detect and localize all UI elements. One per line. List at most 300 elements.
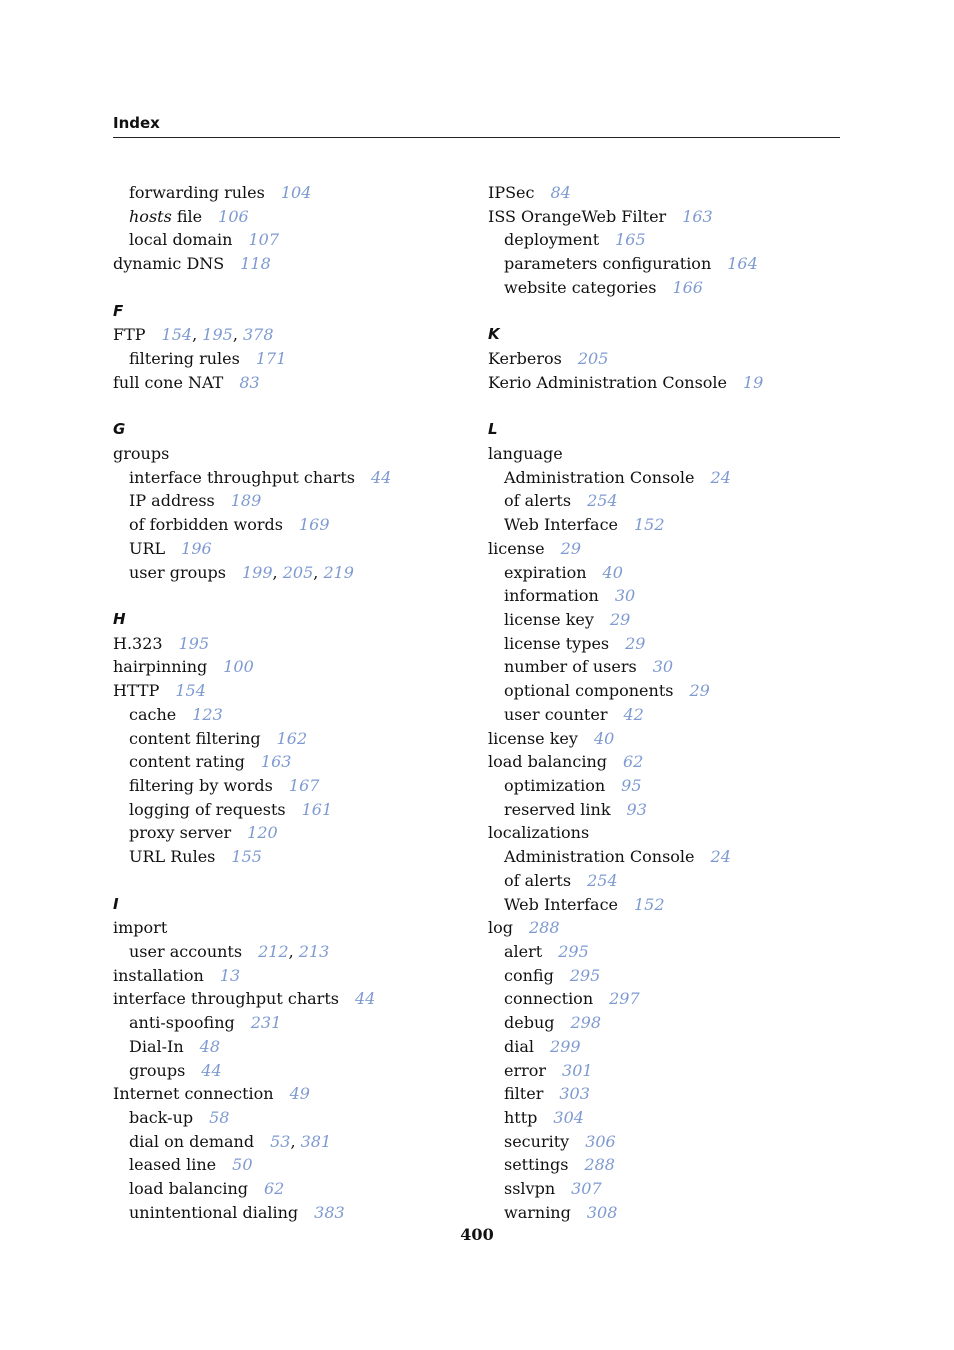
index-subentry [113,1106,453,1130]
page-link[interactable]: 42 [623,704,644,724]
index-subentry [488,513,848,537]
index-subentry [488,1011,848,1035]
page-link[interactable]: 83 [239,372,260,392]
index-spacer [113,584,453,608]
index-term: parameters configuration [504,254,712,274]
index-entry [113,1082,453,1106]
index-page-refs [355,989,375,1008]
index-term: log [488,918,513,938]
index-subentry [113,1153,453,1177]
index-page-refs [231,847,262,866]
index-term: license key [488,728,578,748]
index-term: forwarding rules [129,183,265,202]
index-page-refs [277,729,308,748]
index-page-refs [653,657,673,676]
index-subentry [113,466,453,490]
index-page-refs [220,966,240,985]
index-section-letter: G [113,420,126,439]
page-link[interactable]: 29 [689,681,710,701]
index-term: dynamic DNS [113,254,225,274]
page-link[interactable]: 213 [298,942,330,961]
page-link[interactable]: 120 [247,823,278,843]
index-term: sslvpn [504,1179,556,1199]
page-link[interactable]: 171 [255,349,287,369]
index-entry [488,205,848,229]
page-link[interactable]: 44 [354,989,376,1009]
page-separator: , [290,1131,301,1151]
index-subentry [488,964,848,988]
index-term: license types [504,633,610,653]
index-page-refs [711,847,731,866]
index-page-refs [558,942,589,961]
index-page-refs [603,563,623,582]
index-page-refs [251,1013,282,1032]
index-subentry [113,347,453,371]
index-page-refs [247,823,278,842]
index-page-refs [239,373,259,392]
page-link[interactable]: 24 [710,847,731,867]
index-term: Administration Console [504,467,695,487]
page-link[interactable]: 40 [602,562,623,582]
page-link[interactable]: 58 [209,1108,230,1128]
index-entry [113,964,453,988]
page-link[interactable]: 62 [622,752,644,772]
index-page-refs [240,254,271,273]
page-link[interactable]: 154 [161,325,193,345]
index-page-refs [242,563,354,582]
index-term: security [504,1131,570,1151]
index-subentry [488,1130,848,1154]
index-subentry [488,228,848,252]
index-page-refs [200,1037,220,1056]
index-column-right [488,181,848,1225]
index-entry [113,252,453,276]
index-subentry [488,1201,848,1225]
index-section-letter: F [113,301,124,320]
index-entry [488,750,848,774]
page-link[interactable]: 297 [609,989,640,1009]
index-page-refs [218,207,249,226]
page-separator: , [288,942,299,961]
index-page-refs [261,752,292,771]
index-subentry [113,1035,453,1059]
index-page-refs [281,183,312,202]
index-page-refs [627,800,647,819]
index-term: warning [504,1202,571,1222]
index-term: interface throughput charts [113,989,339,1009]
index-term: license [488,538,545,558]
page-link[interactable]: 195 [178,633,210,653]
index-page-refs [314,1203,345,1222]
index-term: settings [504,1155,569,1175]
page-link[interactable]: 189 [230,491,262,511]
page-link[interactable]: 104 [280,183,312,202]
index-subentry [113,513,453,537]
index-subentry [113,561,453,585]
index-page-refs [175,681,206,700]
index-page-refs [743,373,763,392]
index-term: URL [129,538,166,558]
index-term: Administration Console [504,847,695,867]
index-page-refs [587,871,618,890]
index-subentry [488,893,848,917]
index-subentry [488,276,848,300]
index-term: dial on demand [129,1131,255,1151]
index-subentry [113,1059,453,1083]
index-subentry [113,940,453,964]
index-term: cache [129,704,177,724]
page-separator: , [232,325,243,345]
index-term: optional components [504,681,674,701]
index-page-refs [192,705,223,724]
page-link[interactable]: 303 [559,1084,590,1104]
page-link[interactable]: 24 [710,467,731,487]
index-term: user groups [129,562,226,582]
index-page-refs [578,349,609,368]
index-entry [488,727,848,751]
index-term: of alerts [504,870,572,890]
page-link[interactable]: 152 [634,515,665,535]
index-term: ISS OrangeWeb Filter [488,206,667,226]
index-subentry [488,655,848,679]
page-link[interactable]: 301 [562,1060,593,1080]
index-term: logging of requests [129,799,286,819]
index-page-refs [553,1108,584,1127]
page-link[interactable]: 162 [276,728,308,748]
page-link[interactable]: 196 [181,538,212,558]
index-term: reserved link [504,799,611,819]
index-term: error [504,1060,547,1080]
page-link[interactable]: 62 [263,1179,285,1199]
page-link[interactable]: 48 [199,1036,220,1056]
index-page-refs [258,942,329,961]
index-page-refs [634,895,665,914]
index-page-refs [550,183,570,202]
page-link[interactable]: 304 [553,1108,584,1128]
page-link[interactable]: 100 [223,657,254,677]
page-separator: , [313,562,324,582]
index-subentry [488,1106,848,1130]
index-subentry [488,774,848,798]
index-term: local domain [129,230,233,250]
page-link[interactable]: 163 [260,752,292,772]
index-spacer [488,300,848,324]
index-term: number of users [504,657,637,677]
index-term: filter [504,1084,544,1104]
index-page-refs [594,729,614,748]
index-entry [488,916,848,940]
index-subentry [113,821,453,845]
index-term: proxy server [129,823,232,843]
page-link[interactable]: 44 [201,1060,222,1080]
index-term: H.323 [113,633,163,653]
index-entry [488,537,848,561]
page-link[interactable]: 49 [289,1084,310,1104]
index-page-refs [711,468,731,487]
index-page-refs [634,515,665,534]
index-term: of alerts [504,491,572,511]
index-term: unintentional dialing [129,1202,299,1222]
index-term: config [504,965,554,985]
index-page-refs [571,1179,602,1198]
page-link[interactable]: 163 [682,206,713,226]
page-link[interactable]: 95 [621,775,642,795]
index-page-refs [615,586,635,605]
page-link[interactable]: 288 [529,918,560,938]
index-subentry [113,774,453,798]
index-page-refs [289,776,320,795]
page-link[interactable]: 299 [550,1036,581,1056]
index-page-refs [302,800,333,819]
index-term: of forbidden words [129,515,283,535]
index-spacer [113,869,453,893]
index-entry [488,347,848,371]
index-term: optimization [504,775,606,795]
index-page-refs [727,254,758,273]
index-subentry [488,869,848,893]
index-subentry [488,845,848,869]
index-page-refs [562,1061,593,1080]
page-link[interactable]: 199 [242,562,273,582]
index-page-refs [371,468,391,487]
index-page-refs [290,1084,310,1103]
index-subentry [113,703,453,727]
index-subentry [488,632,848,656]
page-link[interactable]: 154 [175,681,206,701]
index-subentry [113,845,453,869]
index-page-refs [623,705,643,724]
index-term: IP address [129,491,215,511]
index-subentry [113,1011,453,1035]
index-page-refs [223,657,254,676]
index-term: hosts [129,206,172,226]
page-link[interactable]: 29 [560,538,582,558]
index-page-refs [256,349,287,368]
index-page-refs [587,491,618,510]
index-page-refs [529,918,560,937]
index-subentry [113,1130,453,1154]
index-entry [113,371,453,395]
index-term: installation [113,965,204,985]
page-link[interactable]: 107 [248,230,280,250]
page-link[interactable]: 381 [300,1131,332,1151]
index-entry [488,181,848,205]
index-subentry [488,1153,848,1177]
index-page-refs [299,515,330,534]
page-link[interactable]: 30 [614,586,636,606]
index-term: Kerberos [488,349,562,369]
index-subentry [113,750,453,774]
index-page-refs [232,1155,252,1174]
index-subentry [488,584,848,608]
index-term: FTP [113,325,146,345]
page-link[interactable]: 169 [298,515,330,535]
page-link[interactable]: 212 [258,942,289,961]
index-page-refs [231,491,262,510]
index-subentry [113,228,453,252]
page-link[interactable]: 298 [570,1013,602,1033]
page-link[interactable]: 164 [727,254,758,274]
index-page-refs [179,634,210,653]
index-term: website categories [504,277,657,297]
page-link[interactable]: 308 [586,1202,618,1222]
index-term: filtering by words [129,775,273,795]
index-page-refs [672,278,703,297]
index-subentry [488,703,848,727]
index-term: interface throughput charts [129,467,355,487]
page-link[interactable]: 167 [288,775,320,795]
page-number: 400 [460,1225,494,1244]
page-link[interactable]: 166 [672,277,703,297]
index-page-refs [682,207,713,226]
index-subentry [488,1082,848,1106]
page-link[interactable]: 254 [587,491,618,511]
index-subentry [488,608,848,632]
page-link[interactable]: 13 [219,965,241,985]
index-subentry [488,798,848,822]
index-entry [113,442,453,466]
index-page-refs [587,1203,618,1222]
index-spacer [488,394,848,418]
index-term: IPSec [488,183,535,202]
page-link[interactable]: 306 [585,1131,616,1151]
page-link[interactable]: 84 [550,183,571,202]
index-entry [488,821,848,845]
index-term: Kerio Administration Console [488,372,727,392]
index-term: filtering rules [129,349,240,369]
index-entry [488,371,848,395]
page-link[interactable]: 29 [609,609,631,629]
index-term: deployment [504,230,600,250]
index-page-refs [181,539,212,558]
index-section-letter: K [488,325,500,344]
index-entry [113,655,453,679]
index-term: hairpinning [113,657,208,677]
index-page-refs [571,1013,602,1032]
index-subentry [488,987,848,1011]
index-spacer [113,394,453,418]
index-page-refs [623,752,643,771]
index-entry [113,679,453,703]
index-term: debug [504,1013,555,1033]
index-page-refs [585,1132,616,1151]
index-term: Web Interface [504,894,618,914]
index-page-refs [615,230,646,249]
running-head-title: Index [113,114,160,132]
index-subentry [488,561,848,585]
page-link[interactable]: 205 [282,562,314,582]
index-term: Web Interface [504,515,618,535]
index-page-refs [570,966,601,985]
page-link[interactable]: 40 [593,728,615,748]
index-term: content filtering [129,728,261,748]
index-page-refs [689,681,709,700]
index-term: connection [504,989,594,1009]
page-link[interactable]: 123 [192,704,223,724]
index-term: content rating [129,752,245,772]
index-page-refs [625,634,645,653]
page-link[interactable]: 219 [323,562,354,582]
index-subentry [488,489,848,513]
index-term: alert [504,942,543,961]
index-subentry [113,489,453,513]
page-link[interactable]: 118 [240,254,271,274]
page-link[interactable]: 93 [626,799,647,819]
page-link[interactable]: 44 [370,467,392,487]
index-page-refs [559,1084,590,1103]
page-link[interactable]: 295 [569,965,601,985]
index-term: anti-spoofing [129,1013,235,1033]
page-link[interactable]: 19 [743,372,764,392]
page-link[interactable]: 50 [232,1155,253,1175]
page-link[interactable]: 254 [587,870,618,890]
index-subentry [488,1059,848,1083]
page-link[interactable]: 155 [231,847,262,867]
page-link[interactable]: 195 [202,325,233,345]
index-page-refs [209,1108,229,1127]
index-spacer [113,276,453,300]
index-page-refs [248,230,279,249]
index-page-refs [201,1061,221,1080]
index-subentry [113,1201,453,1225]
index-subentry [113,1177,453,1201]
index-page-refs [162,325,274,344]
index-term: expiration [504,562,587,582]
index-term: license key [504,609,594,629]
index-subentry [113,798,453,822]
page-link[interactable]: 295 [558,942,589,961]
page-separator: , [272,562,283,582]
index-term: information [504,586,599,606]
index-term: leased line [129,1155,217,1175]
index-subentry [113,727,453,751]
page-link[interactable]: 161 [301,799,333,819]
index-term: groups [113,443,170,463]
page-link[interactable]: 165 [615,230,646,250]
page-link[interactable]: 378 [242,325,274,345]
index-term: Dial-In [129,1036,184,1056]
index-subentry [488,1177,848,1201]
page-link[interactable]: 29 [625,633,646,653]
index-subentry [488,466,848,490]
index-subentry [488,1035,848,1059]
index-page-refs [561,539,581,558]
page-link[interactable]: 307 [571,1179,602,1199]
page-link[interactable]: 231 [250,1013,282,1033]
page-link[interactable]: 30 [652,657,674,677]
index-entry [113,632,453,656]
index-term: import [113,918,168,938]
page-link[interactable]: 106 [218,206,249,226]
page-link[interactable]: 53 [270,1131,291,1151]
index-term: http [504,1108,538,1128]
index-subentry [488,940,848,964]
index-entry [113,323,453,347]
index-term: localizations [488,823,590,843]
index-section-letter: H [113,609,126,628]
page-link[interactable]: 383 [314,1202,345,1222]
index-term: user accounts [129,942,243,961]
index-entry [113,987,453,1011]
index-subentry [113,205,453,229]
index-column-left [113,181,453,1225]
index-term: groups [129,1060,186,1080]
page-link[interactable]: 288 [584,1155,615,1175]
index-term: Internet connection [113,1084,274,1104]
index-term: language [488,443,563,463]
page-link[interactable]: 152 [634,894,665,914]
page-link[interactable]: 205 [577,349,609,369]
